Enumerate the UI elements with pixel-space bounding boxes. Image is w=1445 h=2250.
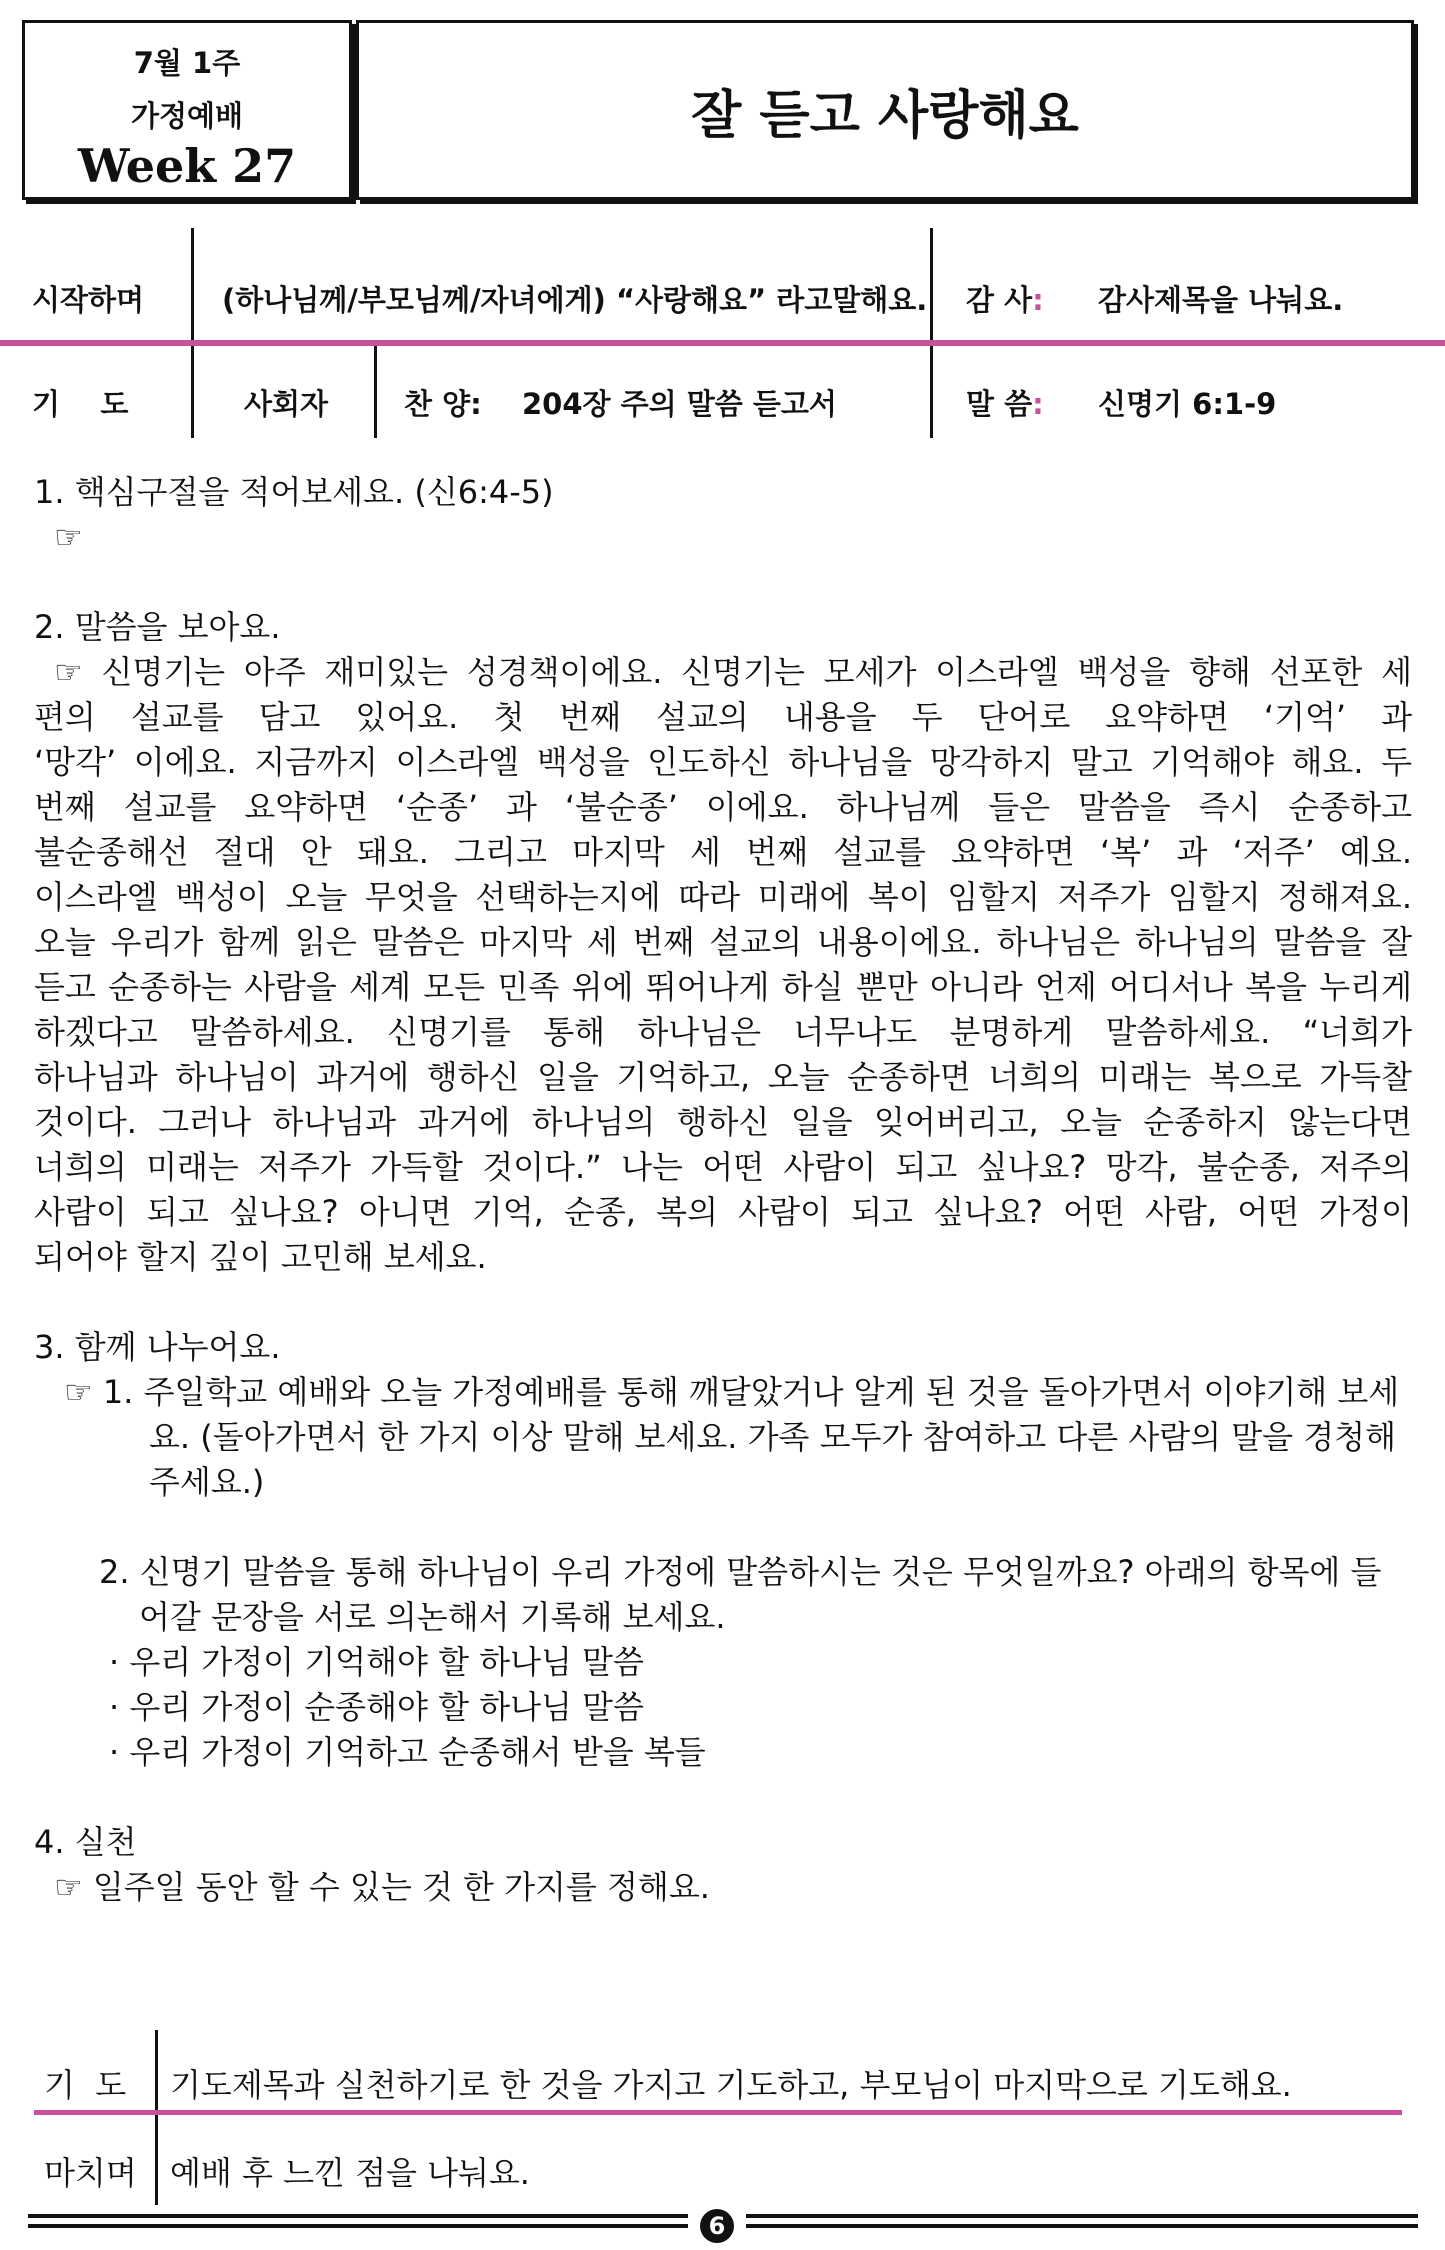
sermon-line: 듣고 순종하는 사람을 세계 모든 민족 위에 뛰어나게 하실 뿐만 아니라 언제 어디서나 복을 누리게 [34,968,1412,1006]
page-title: 잘 듣고 사랑해요 [691,85,1079,146]
closing-divider [155,2030,158,2205]
worship-body [34,470,1412,1910]
share-bullet: · 우리 가정이 기억해야 할 하나님 말씀 [109,1643,644,1681]
sermon-line: 되어야 할지 깊이 고민해 보세요. [34,1238,487,1276]
sermon-line: 오늘 우리가 함께 읽은 말씀은 마지막 세 번째 설교의 내용이에요. 하나님은 하나님의 말씀을 잘 [34,923,1412,961]
info-divider [191,228,194,438]
share-bullet: · 우리 가정이 기억하고 순종해서 받을 복들 [109,1733,706,1771]
page-footer [28,2212,1418,2238]
section-4-title: 4. 실천 [34,1823,137,1861]
week-info-box [22,20,352,200]
sermon-line: 하겠다고 말씀하세요. 신명기를 통해 하나님은 너무나도 분명하게 말씀하세요. “너희가 [34,1013,1412,1051]
start-label: 시작하며 [32,283,145,317]
leader-label: 사회자 [244,387,329,421]
sermon-line: ☞ 신명기는 아주 재미있는 성경책이에요. 신명기는 모세가 이스라엘 백성을 향해 선포한 세 [54,653,1412,691]
word-label: 말 씀 [966,387,1033,421]
footer-line [746,2214,1418,2218]
title-box [356,20,1414,200]
pointer-icon: ☞ [54,518,83,556]
footer-line [28,2224,688,2228]
word-text: 신명기 6:1-9 [1098,387,1277,421]
pink-divider [0,340,1445,346]
closing-end-label: 마치며 [44,2154,137,2192]
week-label: Week 27 [77,139,297,193]
practice-text: ☞ 일주일 동안 할 수 있는 것 한 가지를 정해요. [54,1868,710,1906]
footer-line [746,2224,1418,2228]
hymn-text: 204장 주의 말씀 듣고서 [522,387,837,421]
section-2-title: 2. 말씀을 보아요. [34,608,281,646]
sermon-line: 번째 설교를 요약하면 ‘순종’ 과 ‘불순종’ 이에요. 하나님께 들은 말씀을 즉시 순종하고 [34,788,1412,826]
start-text: (하나님께/부모님께/자녀에게) “사랑해요” 라고말해요. [222,283,928,317]
section-1-title: 1. 핵심구절을 적어보세요. (신6:4-5) [34,473,554,511]
hymn-label: 찬 양: [404,387,482,421]
week-line: 7월 1주 [133,46,241,80]
thanks-label-wrap [966,278,1044,319]
sermon-line: ‘망각’ 이에요. 지금까지 이스라엘 백성을 인도하신 하나님을 망각하지 말고 기억해야 해요. 두 [34,743,1412,781]
sermon-line: 불순종해선 절대 안 돼요. 그리고 마지막 세 번째 설교를 요약하면 ‘복’ 과 ‘저주’ 예요. [34,833,1412,871]
pink-divider [34,2110,1402,2115]
sermon-line: 편의 설교를 담고 있어요. 첫 번째 설교의 내용을 두 단어로 요약하면 ‘기억’ 과 [34,698,1412,736]
prayer-label: 기 도 [32,387,129,421]
closing-prayer-text: 기도제목과 실천하기로 한 것을 가지고 기도하고, 부모님이 마지막으로 기도해요. [170,2066,1292,2104]
footer-line [28,2214,688,2218]
thanks-text: 감사제목을 나눠요. [1098,283,1344,317]
page-number: 6 [700,2209,734,2243]
word-colon: : [1032,387,1044,421]
word-label-wrap [966,382,1044,423]
sermon-line: 사람이 되고 싶나요? 아니면 기억, 순종, 복의 사람이 되고 싶나요? 어떤 사람, 어떤 가정이 [34,1193,1412,1231]
share-question-2: 2. 신명기 말씀을 통해 하나님이 우리 가정에 말씀하시는 것은 무엇일까요? 아래의 항목에 들어갈 문장을 서로 의논해서 기록해 보세요. [99,1553,1382,1636]
section-3-title: 3. 함께 나누어요. [34,1328,281,1366]
sermon-line: 하나님과 하나님이 과거에 행하신 일을 기억하고, 오늘 순종하면 너희의 미래는 복으로 가득찰 [34,1058,1412,1096]
thanks-colon: : [1032,283,1044,317]
closing-end-text: 예배 후 느낀 점을 나눠요. [170,2154,530,2192]
info-divider [374,342,377,438]
closing-prayer-label: 기 도 [44,2066,127,2104]
worship-type: 가정예배 [130,99,244,133]
info-divider [930,228,933,438]
share-question-1: ☞ 1. 주일학교 예배와 오늘 가정예배를 통해 깨달았거나 알게 된 것을 돌아가면서 이야기해 보세요. (돌아가면서 한 가지 이상 말해 보세요. 가족 모두가 참여하고 다른 사람의 말을 경청해 주세요.) [64,1373,1400,1501]
sermon-line: 이스라엘 백성이 오늘 무엇을 선택하는지에 따라 미래에 복이 임할지 저주가 임할지 정해져요. [34,878,1412,916]
share-bullet: · 우리 가정이 순종해야 할 하나님 말씀 [109,1688,644,1726]
sermon-line: 것이다. 그러나 하나님과 과거에 하나님의 행하신 일을 잊어버리고, 오늘 순종하지 않는다면 [34,1103,1412,1141]
thanks-label: 감 사 [966,283,1033,317]
sermon-line: 너희의 미래는 저주가 가득할 것이다.” 나는 어떤 사람이 되고 싶나요? 망각, 불순종, 저주의 [34,1148,1412,1186]
